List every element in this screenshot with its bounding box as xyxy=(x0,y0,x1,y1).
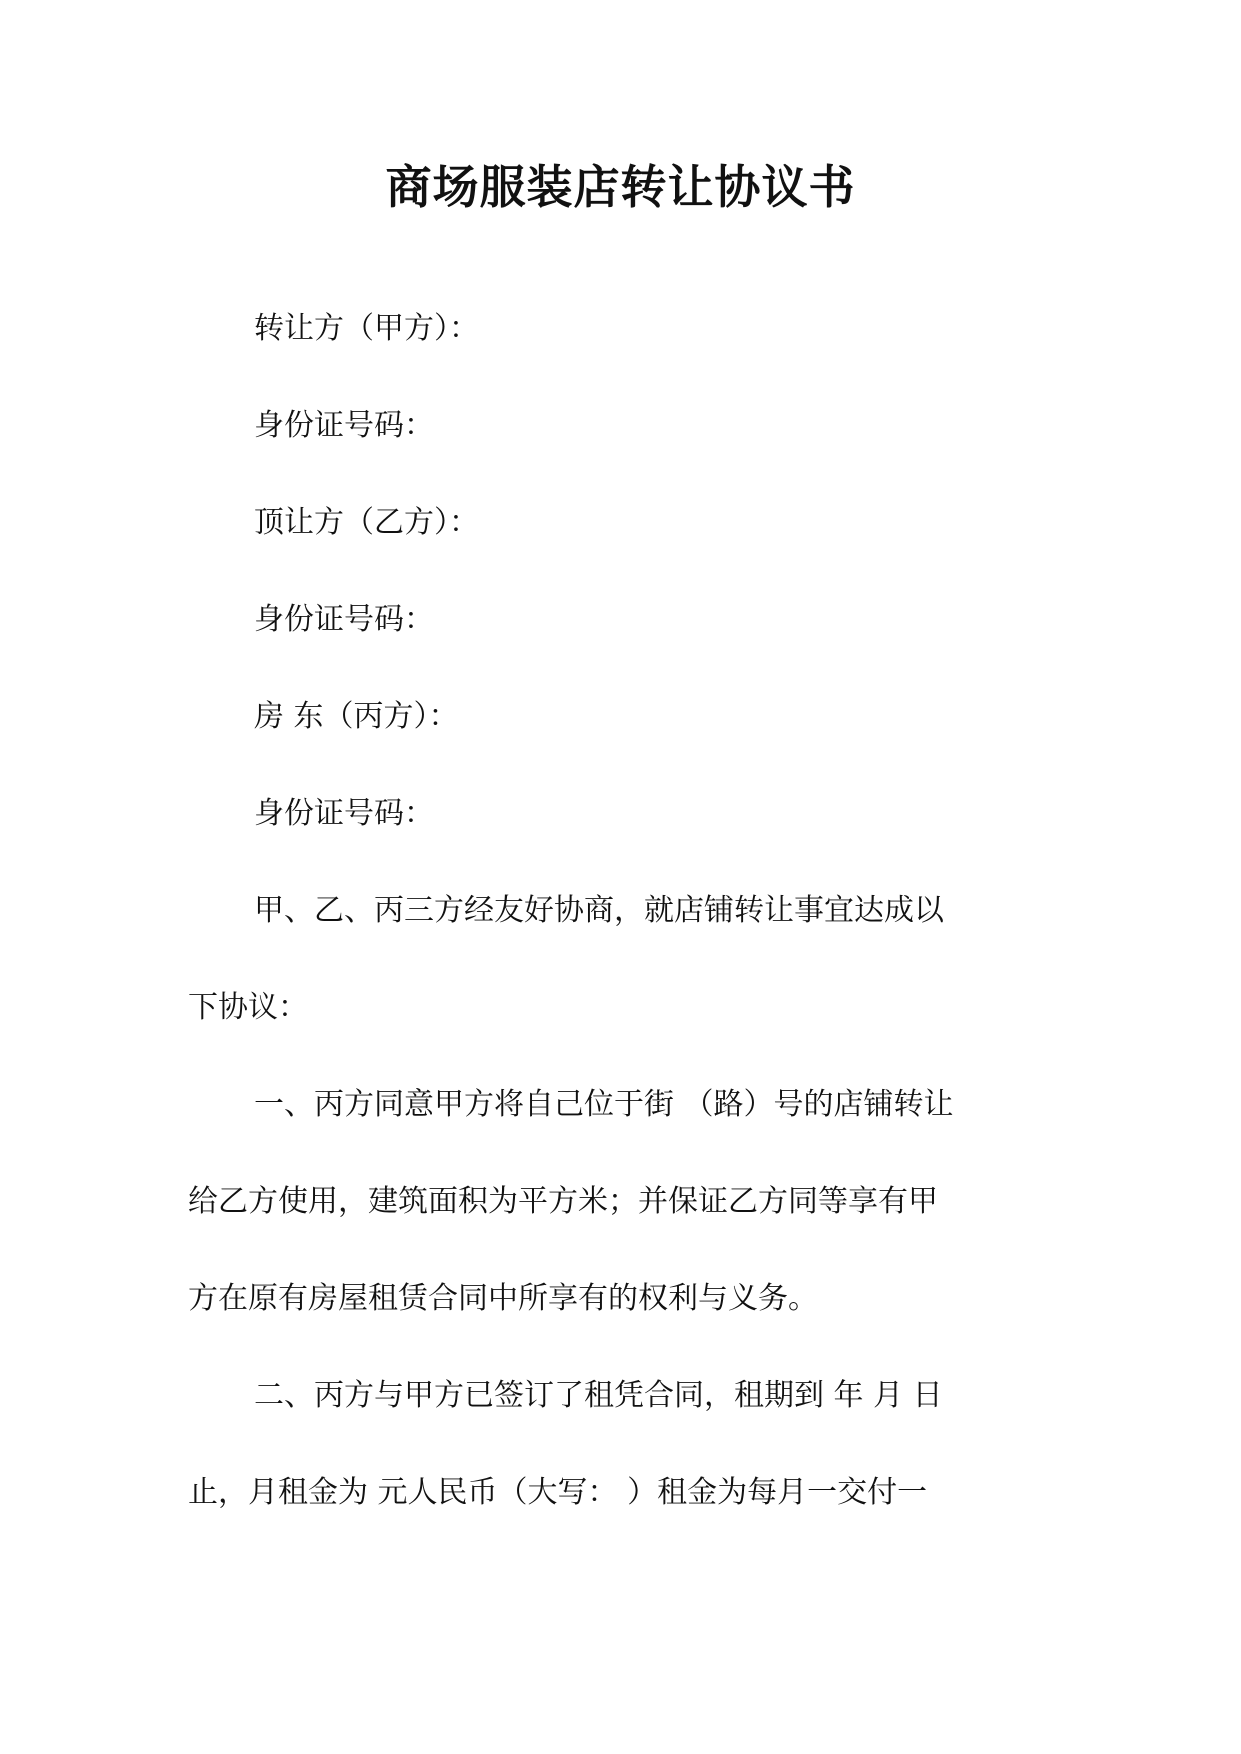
intro-paragraph-line-2: 下协议： xyxy=(188,990,308,1025)
landlord-id-label: 身份证号码： xyxy=(254,796,434,831)
party-b-id-label: 身份证号码： xyxy=(254,602,434,637)
clause-1-line-3: 方在原有房屋租赁合同中所享有的权利与义务。 xyxy=(188,1281,818,1316)
clause-1-line-2: 给乙方使用，建筑面积为平方米；并保证乙方同等享有甲 xyxy=(188,1184,938,1219)
party-a-label: 转让方（甲方）： xyxy=(254,311,479,346)
clause-1-line-1: 一、丙方同意甲方将自己位于街 （路）号的店铺转让 xyxy=(254,1087,954,1122)
document-title: 商场服装店转让协议书 xyxy=(385,160,856,214)
clause-2-line-1: 二、丙方与甲方已签订了租凭合同，租期到 年 月 日 xyxy=(254,1378,943,1413)
landlord-label: 房 东（丙方）： xyxy=(254,699,459,734)
party-b-label: 顶让方（乙方）： xyxy=(254,505,479,540)
clause-2-line-2: 止，月租金为 元人民币（大写： ）租金为每月一交付一 xyxy=(188,1475,928,1510)
party-a-id-label: 身份证号码： xyxy=(254,408,434,443)
intro-paragraph-line-1: 甲、乙、丙三方经友好协商，就店铺转让事宜达成以 xyxy=(254,893,944,928)
